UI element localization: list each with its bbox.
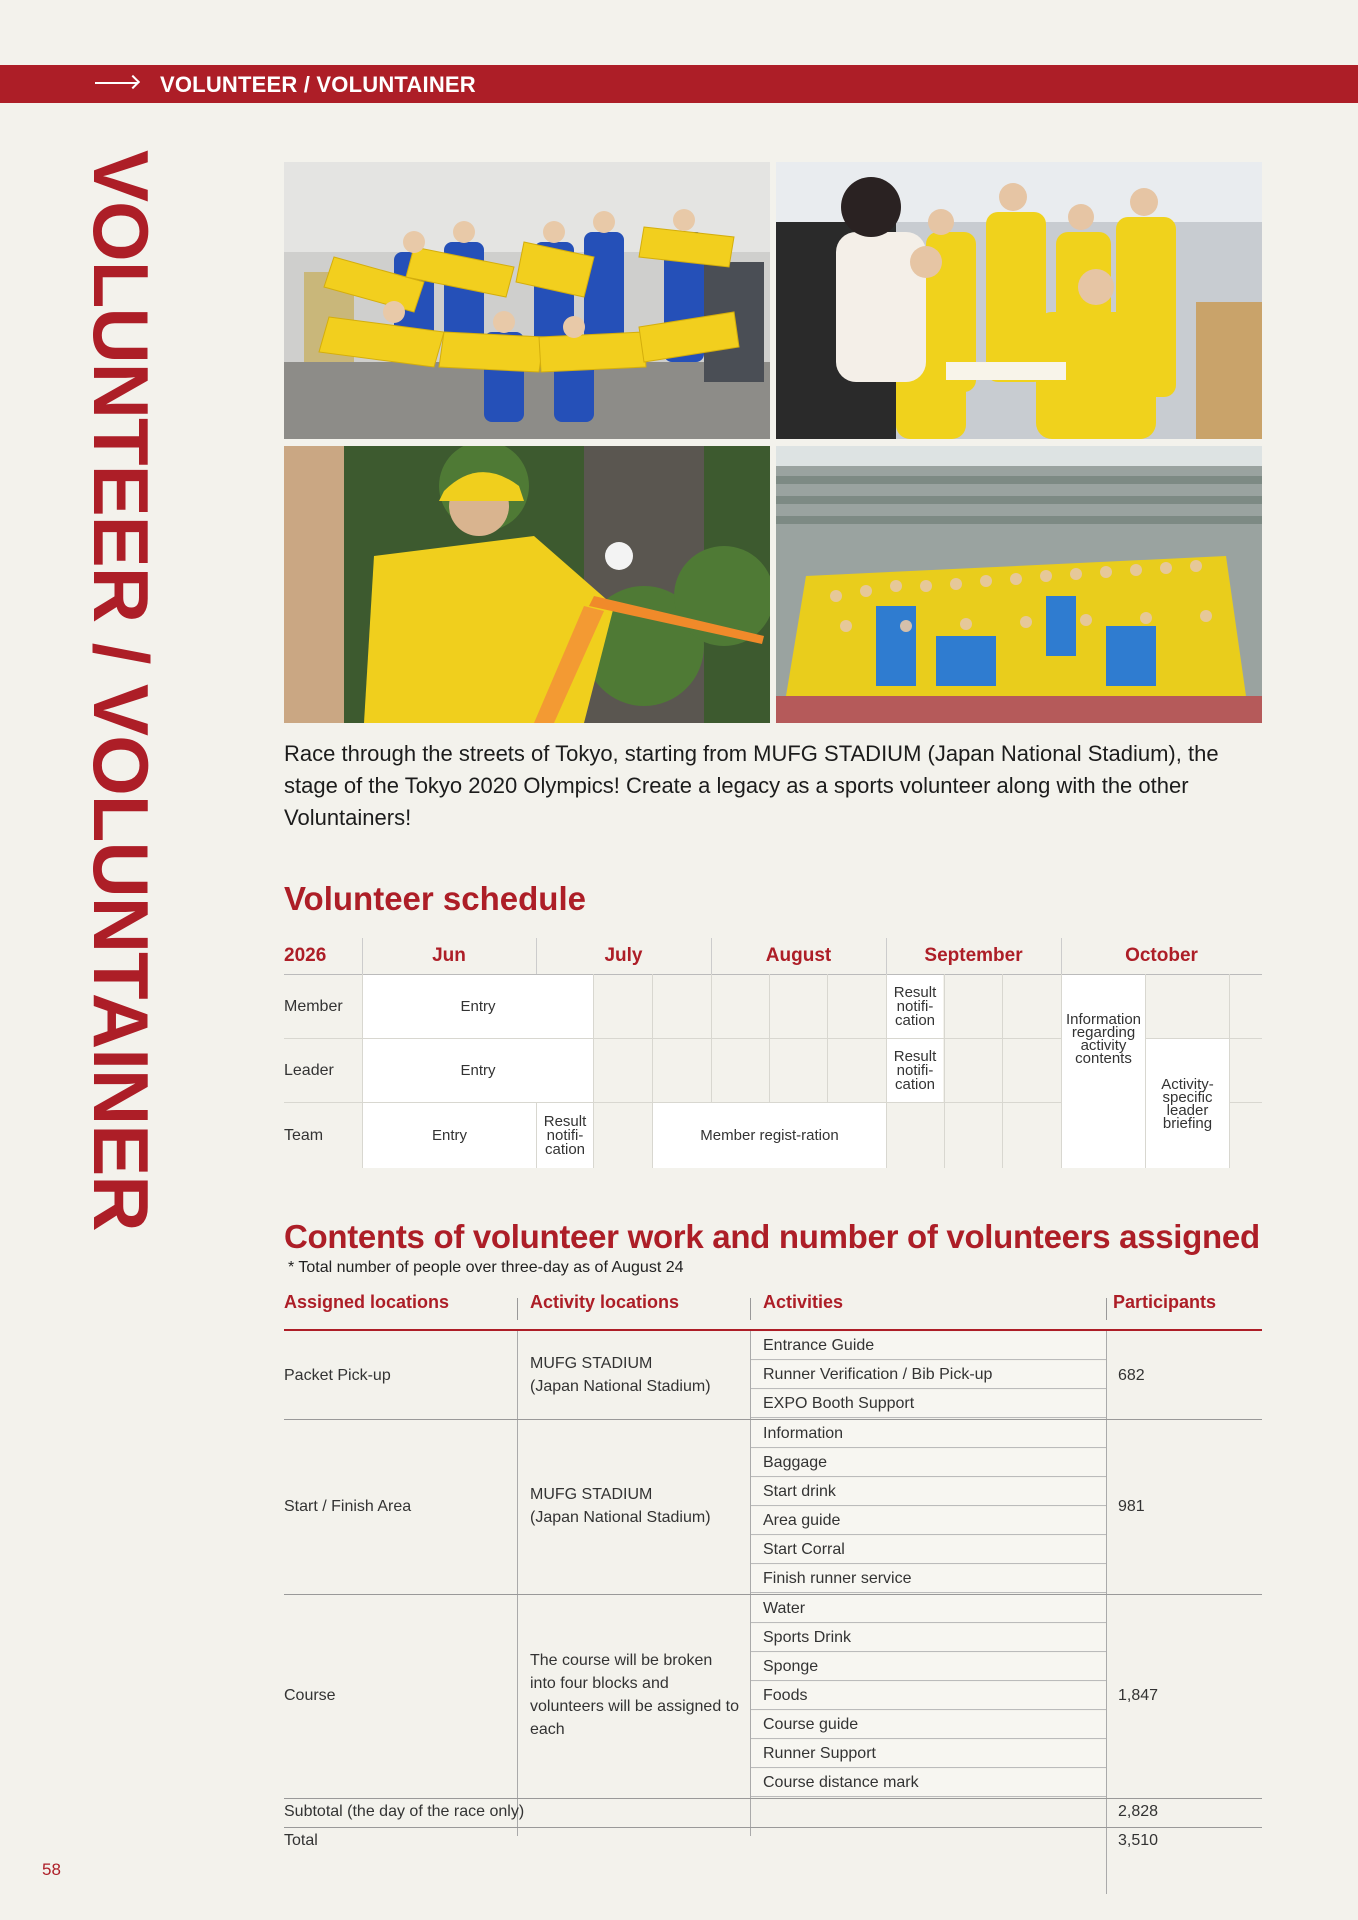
activity-item: Information [763, 1425, 844, 1442]
participants-count: 981 [1118, 1498, 1145, 1515]
photo-volunteers-handing-items [776, 162, 1262, 439]
month-september: September [924, 945, 1023, 966]
th-activity-locations: Activity locations [530, 1292, 680, 1312]
th-activities: Activities [763, 1292, 844, 1312]
row-label-member: Member [284, 997, 343, 1015]
photo-volunteers-holding-towels [284, 162, 770, 439]
total-label: Total [284, 1832, 318, 1849]
vertical-side-title: VOLUNTEER / VOLUNTAINER [77, 150, 165, 1231]
photo-volunteer-tying-ribbon [284, 446, 770, 723]
activity-item: Runner Verification / Bib Pick-up [763, 1366, 993, 1383]
activity-location-line: (Japan National Stadium) [530, 1509, 711, 1526]
activity-item: Baggage [763, 1454, 828, 1471]
location-packet-pickup: Packet Pick-up [284, 1367, 391, 1384]
contents-note: * Total number of people over three-day as of August 24 [288, 1259, 684, 1276]
activity-location-line: (Japan National Stadium) [530, 1378, 711, 1395]
contents-title: Contents of volunteer work and number of volunteers assigned [284, 1218, 1260, 1255]
activity-item: Finish runner service [763, 1570, 912, 1587]
activity-item: EXPO Booth Support [763, 1395, 915, 1412]
subtotal-value: 2,828 [1118, 1803, 1159, 1820]
team-entry: Entry [431, 1127, 467, 1144]
information-activity-contents: Information regarding activity contents [1065, 1011, 1142, 1067]
activity-item: Start drink [763, 1483, 836, 1500]
activity-location-line: The course will be broken [530, 1652, 713, 1669]
total-value: 3,510 [1118, 1832, 1159, 1849]
member-result-notification: Result notifi- cation [893, 983, 937, 1029]
activity-item: Course guide [763, 1716, 859, 1733]
volunteer-schedule-table [284, 938, 1262, 1168]
section-label: VOLUNTEER / VOLUNTAINER [160, 72, 476, 97]
section-header-bar [0, 65, 1358, 103]
month-jun: Jun [432, 945, 466, 966]
participants-count: 682 [1118, 1367, 1145, 1384]
schedule-title: Volunteer schedule [284, 880, 586, 917]
schedule-year: 2026 [284, 945, 327, 966]
activity-item: Runner Support [763, 1745, 876, 1762]
intro-paragraph: Race through the streets of Tokyo, starting from MUFG STADIUM (Japan National Stadium), the stage of the Tokyo 2020 Olympics! Create a legacy as a sports volunteer along with the other Voluntainers! [284, 741, 1219, 830]
activity-item: Start Corral [763, 1541, 845, 1558]
th-assigned-locations: Assigned locations [284, 1292, 450, 1312]
month-july: July [604, 945, 643, 966]
subtotal-label: Subtotal (the day of the race only) [284, 1803, 525, 1820]
activity-location-line: MUFG STADIUM [530, 1355, 653, 1372]
row-label-team: Team [284, 1126, 324, 1144]
activity-item: Course distance mark [763, 1774, 919, 1791]
arrow-right-icon [95, 82, 137, 84]
leader-result-notification: Result notifi- cation [893, 1047, 937, 1093]
row-label-leader: Leader [284, 1061, 334, 1079]
photo-group-at-stadium [776, 446, 1262, 723]
month-october: October [1125, 945, 1198, 966]
location-start-finish: Start / Finish Area [284, 1498, 412, 1515]
participants-count: 1,847 [1118, 1687, 1159, 1704]
activity-item: Sports Drink [763, 1629, 852, 1646]
activity-location-line: volunteers will be assigned to [530, 1698, 740, 1715]
leader-entry: Entry [460, 1062, 496, 1079]
activity-item: Area guide [763, 1512, 841, 1529]
activity-item: Sponge [763, 1658, 819, 1675]
page-number: 58 [42, 1860, 61, 1879]
activity-location-line: into four blocks and [530, 1675, 669, 1692]
team-member-registration: Member regist-ration [700, 1127, 839, 1144]
month-august: August [765, 945, 832, 966]
team-result-notification: Result notifi- cation [543, 1112, 587, 1158]
activity-location-line: each [530, 1721, 565, 1738]
activity-leader-briefing: Activity- specific leader briefing [1161, 1075, 1214, 1132]
member-entry: Entry [460, 998, 496, 1015]
activity-location-line: MUFG STADIUM [530, 1486, 653, 1503]
activity-item: Foods [763, 1687, 808, 1704]
th-participants: Participants [1113, 1292, 1217, 1312]
location-course: Course [284, 1687, 336, 1704]
activity-item: Water [763, 1600, 806, 1617]
activity-item: Entrance Guide [763, 1337, 875, 1354]
